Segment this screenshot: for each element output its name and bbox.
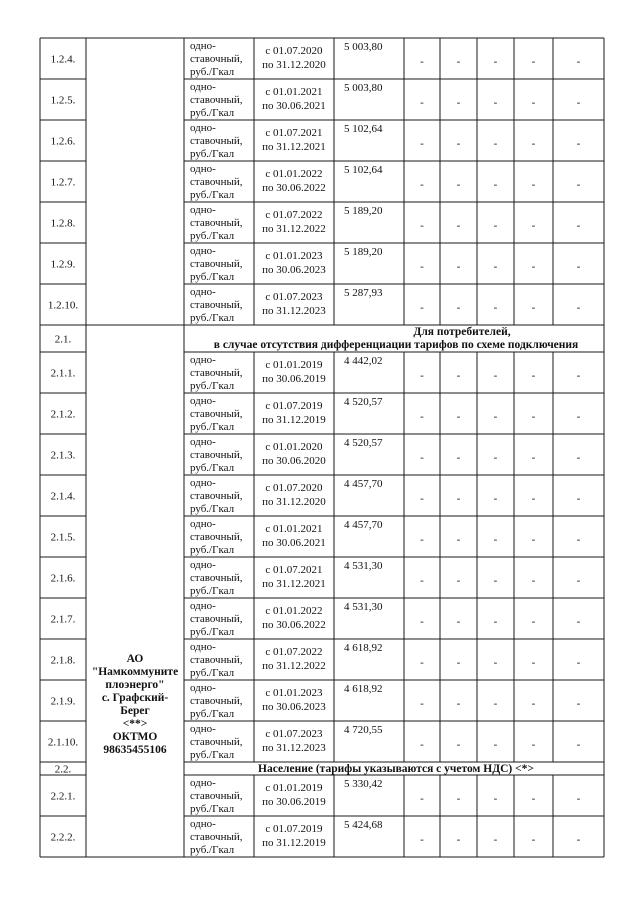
tariff-period: с 01.07.2021	[265, 127, 323, 139]
row-number: 2.1.	[54, 333, 72, 346]
empty-cell-dash: -	[456, 738, 461, 751]
empty-cell-dash: -	[420, 96, 424, 109]
tariff-period: по 30.06.2019	[262, 373, 326, 385]
tariff-value: 5 003,80	[344, 82, 383, 94]
tariff-period: по 30.06.2021	[262, 537, 326, 549]
tariff-type: ставочный,	[190, 790, 243, 802]
empty-cell-dash: -	[576, 697, 581, 710]
row-number: 2.1.5.	[50, 531, 76, 544]
tariff-value: 5 003,80	[344, 41, 383, 53]
tariff-period: по 30.06.2023	[262, 264, 326, 276]
tariff-type: одно-	[190, 682, 216, 694]
empty-cell-dash: -	[493, 55, 498, 68]
empty-cell-dash: -	[420, 656, 424, 669]
empty-cell-dash: -	[531, 574, 536, 587]
empty-cell-dash: -	[576, 369, 581, 382]
tariff-type: ставочный,	[190, 258, 243, 270]
empty-cell-dash: -	[531, 792, 536, 805]
tariff-value: 4 531,30	[344, 601, 383, 613]
tariff-type: ставочный,	[190, 736, 243, 748]
tariff-type: ставочный,	[190, 654, 243, 666]
empty-cell-dash: -	[456, 492, 461, 505]
tariff-value: 4 457,70	[344, 478, 383, 490]
tariff-type: ставочный,	[190, 449, 243, 461]
organization-name: 98635455106	[103, 744, 167, 756]
tariff-period: с 01.01.2020	[265, 441, 323, 453]
tariff-period: по 31.12.2022	[262, 223, 326, 235]
tariff-period: по 31.12.2022	[262, 660, 326, 672]
tariff-period: по 31.12.2023	[262, 305, 326, 317]
empty-cell-dash: -	[531, 656, 536, 669]
tariff-type: одно-	[190, 777, 216, 789]
tariff-type: ставочный,	[190, 217, 243, 229]
empty-cell-dash: -	[493, 137, 498, 150]
empty-cell-dash: -	[576, 792, 581, 805]
tariff-type: одно-	[190, 518, 216, 530]
tariff-period: с 01.07.2020	[265, 482, 323, 494]
tariff-type: ставочный,	[190, 367, 243, 379]
tariff-period: по 31.12.2019	[262, 414, 326, 426]
empty-cell-dash: -	[493, 410, 498, 423]
empty-cell-dash: -	[531, 451, 536, 464]
tariff-type: одно-	[190, 354, 216, 366]
tariff-period: с 01.01.2023	[265, 687, 323, 699]
tariff-period: с 01.01.2021	[265, 523, 323, 535]
row-number: 2.1.4.	[50, 490, 76, 503]
row-number: 2.2.	[54, 763, 72, 776]
empty-cell-dash: -	[576, 137, 581, 150]
tariff-value: 5 189,20	[344, 246, 383, 258]
tariff-type: одно-	[190, 245, 216, 257]
empty-cell-dash: -	[420, 55, 424, 68]
empty-cell-dash: -	[531, 410, 536, 423]
tariff-type: ставочный,	[190, 408, 243, 420]
empty-cell-dash: -	[576, 833, 581, 846]
tariff-type: ставочный,	[190, 831, 243, 843]
organization-name: плоэнерго"	[105, 679, 165, 691]
empty-cell-dash: -	[576, 615, 581, 628]
tariff-period: по 31.12.2023	[262, 742, 326, 754]
tariff-value: 5 424,68	[344, 819, 383, 831]
tariff-period: по 31.12.2021	[262, 141, 326, 153]
tariff-period: с 01.07.2022	[265, 646, 323, 658]
row-number: 1.2.7.	[50, 176, 76, 189]
tariff-type: одно-	[190, 122, 216, 134]
tariff-type: руб./Гкал	[190, 544, 235, 556]
tariff-type: ставочный,	[190, 695, 243, 707]
tariff-type: одно-	[190, 436, 216, 448]
tariff-period: по 30.06.2021	[262, 100, 326, 112]
tariff-type: руб./Гкал	[190, 844, 235, 856]
empty-cell-dash: -	[531, 137, 536, 150]
tariff-value: 4 531,30	[344, 560, 383, 572]
tariff-period: по 31.12.2021	[262, 578, 326, 590]
tariff-value: 4 618,92	[344, 683, 383, 695]
empty-cell-dash: -	[420, 738, 424, 751]
tariff-value: 5 102,64	[344, 123, 383, 135]
tariff-type: ставочный,	[190, 613, 243, 625]
empty-cell-dash: -	[493, 219, 498, 232]
tariff-type: одно-	[190, 40, 216, 52]
tariff-type: руб./Гкал	[190, 107, 235, 119]
tariff-type: одно-	[190, 723, 216, 735]
empty-cell-dash: -	[420, 492, 424, 505]
empty-cell-dash: -	[456, 219, 461, 232]
tariff-value: 5 189,20	[344, 205, 383, 217]
tariff-value: 5 330,42	[344, 778, 383, 790]
tariff-type: одно-	[190, 600, 216, 612]
organization-name: АО	[126, 653, 144, 665]
empty-cell-dash: -	[456, 533, 461, 546]
tariff-type: руб./Гкал	[190, 503, 235, 515]
row-number: 1.2.10.	[47, 299, 79, 312]
tariff-type: одно-	[190, 204, 216, 216]
empty-cell-dash: -	[576, 656, 581, 669]
empty-cell-dash: -	[456, 178, 461, 191]
section-title: в случае отсутствия дифференциации тарифов по схеме подключения	[213, 339, 579, 351]
row-number: 2.1.10.	[47, 736, 79, 749]
empty-cell-dash: -	[576, 96, 581, 109]
tariff-type: ставочный,	[190, 490, 243, 502]
empty-cell-dash: -	[531, 615, 536, 628]
tariff-type: ставочный,	[190, 135, 243, 147]
empty-cell-dash: -	[456, 697, 461, 710]
tariff-type: одно-	[190, 818, 216, 830]
row-number: 1.2.8.	[50, 217, 76, 230]
tariff-type: руб./Гкал	[190, 189, 235, 201]
tariff-type: одно-	[190, 286, 216, 298]
empty-cell-dash: -	[456, 451, 461, 464]
empty-cell-dash: -	[576, 492, 581, 505]
empty-cell-dash: -	[493, 574, 498, 587]
tariff-period: по 30.06.2022	[262, 619, 326, 631]
empty-cell-dash: -	[493, 738, 498, 751]
row-number: 2.1.3.	[50, 449, 76, 462]
tariff-type: одно-	[190, 477, 216, 489]
empty-cell-dash: -	[531, 178, 536, 191]
empty-cell-dash: -	[531, 533, 536, 546]
empty-cell-dash: -	[420, 301, 424, 314]
empty-cell-dash: -	[420, 574, 424, 587]
empty-cell-dash: -	[493, 301, 498, 314]
tariff-period: с 01.07.2022	[265, 209, 323, 221]
empty-cell-dash: -	[420, 178, 424, 191]
empty-cell-dash: -	[456, 55, 461, 68]
empty-cell-dash: -	[420, 533, 424, 546]
empty-cell-dash: -	[576, 301, 581, 314]
empty-cell-dash: -	[420, 792, 424, 805]
tariff-period: с 01.01.2021	[265, 86, 323, 98]
empty-cell-dash: -	[531, 492, 536, 505]
empty-cell-dash: -	[456, 615, 461, 628]
tariff-period: с 01.01.2019	[265, 359, 323, 371]
empty-cell-dash: -	[493, 260, 498, 273]
empty-cell-dash: -	[420, 260, 424, 273]
tariff-type: одно-	[190, 559, 216, 571]
tariff-type: руб./Гкал	[190, 803, 235, 815]
empty-cell-dash: -	[531, 301, 536, 314]
section-title: Население (тарифы указываются с учетом НДС) <*>	[258, 763, 534, 775]
tariff-type: руб./Гкал	[190, 667, 235, 679]
organization-name: "Намкоммуните	[91, 666, 179, 678]
empty-cell-dash: -	[531, 260, 536, 273]
tariff-type: руб./Гкал	[190, 271, 235, 283]
tariff-type: одно-	[190, 163, 216, 175]
tariff-value: 5 102,64	[344, 164, 383, 176]
row-number: 2.2.1.	[50, 790, 76, 803]
tariff-type: ставочный,	[190, 176, 243, 188]
empty-cell-dash: -	[576, 55, 581, 68]
empty-cell-dash: -	[493, 533, 498, 546]
tariff-type: одно-	[190, 395, 216, 407]
empty-cell-dash: -	[576, 260, 581, 273]
tariff-period: с 01.07.2019	[265, 823, 323, 835]
tariff-period: по 30.06.2020	[262, 455, 326, 467]
row-number: 1.2.9.	[50, 258, 76, 271]
empty-cell-dash: -	[576, 410, 581, 423]
empty-cell-dash: -	[420, 697, 424, 710]
tariff-value: 4 457,70	[344, 519, 383, 531]
empty-cell-dash: -	[493, 178, 498, 191]
empty-cell-dash: -	[531, 369, 536, 382]
tariff-value: 4 520,57	[344, 437, 383, 449]
section-title: Для потребителей,	[413, 326, 511, 338]
tariff-type: ставочный,	[190, 53, 243, 65]
empty-cell-dash: -	[531, 96, 536, 109]
empty-cell-dash: -	[420, 833, 424, 846]
tariff-period: с 01.01.2022	[265, 168, 323, 180]
tariff-type: руб./Гкал	[190, 708, 235, 720]
empty-cell-dash: -	[456, 792, 461, 805]
empty-cell-dash: -	[493, 451, 498, 464]
empty-cell-dash: -	[456, 833, 461, 846]
empty-cell-dash: -	[420, 615, 424, 628]
organization-name: с. Графский-	[101, 692, 169, 704]
tariff-type: руб./Гкал	[190, 380, 235, 392]
empty-cell-dash: -	[493, 369, 498, 382]
empty-cell-dash: -	[456, 656, 461, 669]
tariff-value: 4 520,57	[344, 396, 383, 408]
tariff-period: с 01.01.2022	[265, 605, 323, 617]
tariff-period: по 31.12.2019	[262, 837, 326, 849]
organization-name: ОКТМО	[112, 731, 158, 743]
tariff-period: с 01.07.2019	[265, 400, 323, 412]
tariff-type: ставочный,	[190, 94, 243, 106]
tariff-period: по 30.06.2023	[262, 701, 326, 713]
tariff-period: с 01.07.2023	[265, 291, 323, 303]
tariff-value: 5 287,93	[344, 287, 383, 299]
empty-cell-dash: -	[456, 410, 461, 423]
tariff-type: ставочный,	[190, 299, 243, 311]
empty-cell-dash: -	[456, 96, 461, 109]
empty-cell-dash: -	[531, 697, 536, 710]
row-number: 1.2.6.	[50, 135, 76, 148]
row-number: 2.2.2.	[50, 831, 76, 844]
tariff-value: 4 442,02	[344, 355, 383, 367]
empty-cell-dash: -	[493, 96, 498, 109]
row-number: 2.1.9.	[50, 695, 76, 708]
tariff-type: ставочный,	[190, 531, 243, 543]
tariff-type: одно-	[190, 81, 216, 93]
row-number: 2.1.2.	[50, 408, 76, 421]
row-number: 2.1.6.	[50, 572, 76, 585]
empty-cell-dash: -	[576, 738, 581, 751]
empty-cell-dash: -	[493, 492, 498, 505]
empty-cell-dash: -	[576, 451, 581, 464]
tariff-type: одно-	[190, 641, 216, 653]
empty-cell-dash: -	[420, 410, 424, 423]
tariff-period: по 31.12.2020	[262, 496, 326, 508]
empty-cell-dash: -	[576, 219, 581, 232]
tariff-period: по 31.12.2020	[262, 59, 326, 71]
empty-cell-dash: -	[420, 369, 424, 382]
tariff-type: руб./Гкал	[190, 312, 235, 324]
organization-name: <**>	[122, 718, 148, 730]
tariff-type: ставочный,	[190, 572, 243, 584]
empty-cell-dash: -	[420, 137, 424, 150]
tariff-type: руб./Гкал	[190, 421, 235, 433]
empty-cell-dash: -	[420, 219, 424, 232]
tariff-period: с 01.07.2021	[265, 564, 323, 576]
tariff-type: руб./Гкал	[190, 626, 235, 638]
empty-cell-dash: -	[456, 574, 461, 587]
tariff-period: по 30.06.2022	[262, 182, 326, 194]
empty-cell-dash: -	[456, 260, 461, 273]
tariff-period: с 01.01.2023	[265, 250, 323, 262]
tariff-type: руб./Гкал	[190, 148, 235, 160]
empty-cell-dash: -	[493, 792, 498, 805]
empty-cell-dash: -	[531, 55, 536, 68]
tariff-period: с 01.07.2023	[265, 728, 323, 740]
empty-cell-dash: -	[456, 369, 461, 382]
empty-cell-dash: -	[493, 833, 498, 846]
tariff-type: руб./Гкал	[190, 66, 235, 78]
empty-cell-dash: -	[420, 451, 424, 464]
tariff-type: руб./Гкал	[190, 230, 235, 242]
row-number: 1.2.5.	[50, 94, 76, 107]
tariff-period: по 30.06.2019	[262, 796, 326, 808]
tariff-type: руб./Гкал	[190, 585, 235, 597]
tariff-value: 4 618,92	[344, 642, 383, 654]
row-number: 2.1.7.	[50, 613, 76, 626]
empty-cell-dash: -	[576, 533, 581, 546]
empty-cell-dash: -	[493, 656, 498, 669]
row-number: 2.1.8.	[50, 654, 76, 667]
row-number: 2.1.1.	[50, 367, 76, 380]
empty-cell-dash: -	[531, 219, 536, 232]
empty-cell-dash: -	[493, 697, 498, 710]
empty-cell-dash: -	[576, 574, 581, 587]
tariff-period: с 01.07.2020	[265, 45, 323, 57]
empty-cell-dash: -	[456, 137, 461, 150]
empty-cell-dash: -	[493, 615, 498, 628]
organization-name: Берег	[120, 705, 150, 717]
empty-cell-dash: -	[531, 833, 536, 846]
empty-cell-dash: -	[456, 301, 461, 314]
empty-cell-dash: -	[576, 178, 581, 191]
row-number: 1.2.4.	[50, 53, 76, 66]
empty-cell-dash: -	[531, 738, 536, 751]
tariff-type: руб./Гкал	[190, 749, 235, 761]
tariff-type: руб./Гкал	[190, 462, 235, 474]
tariff-value: 4 720,55	[344, 724, 383, 736]
tariff-period: с 01.01.2019	[265, 782, 323, 794]
